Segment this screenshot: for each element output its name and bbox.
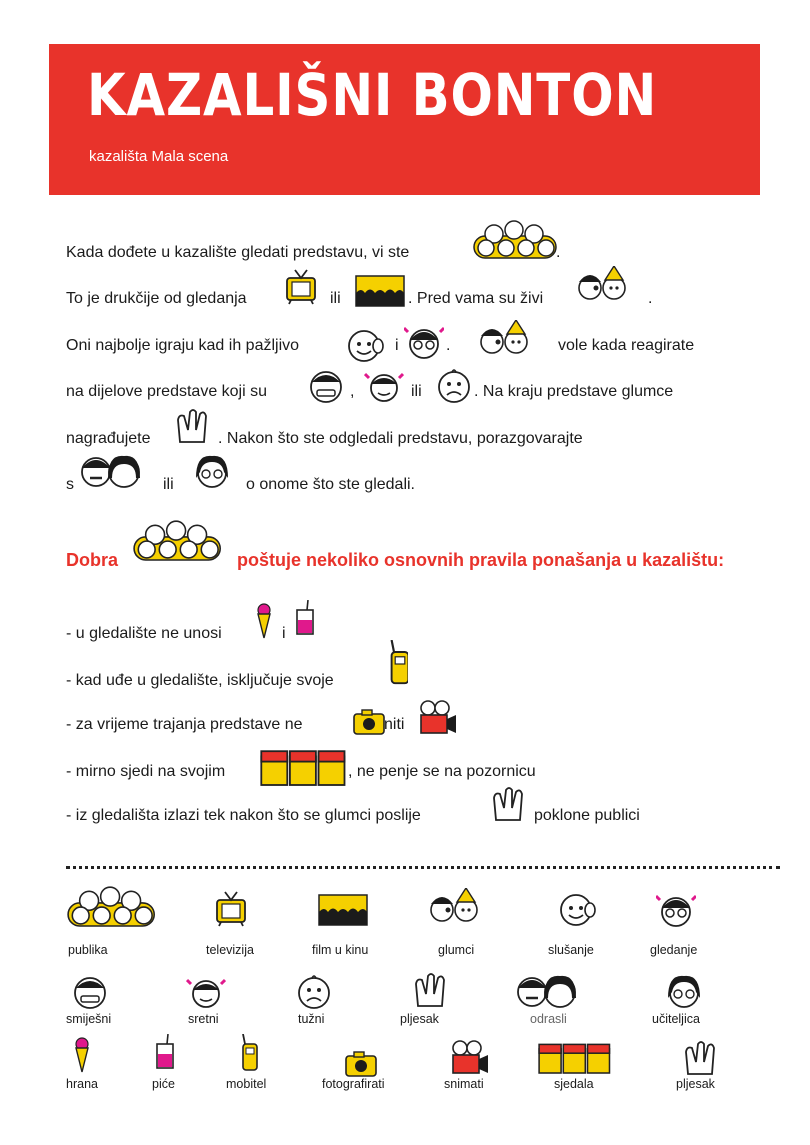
legend-label: hrana: [66, 1077, 98, 1091]
legend-label: pljesak: [400, 1012, 439, 1026]
applause-icon: [490, 784, 526, 824]
text: .: [446, 337, 451, 354]
audience-icon: [66, 884, 158, 930]
video-camera-icon: [418, 700, 458, 736]
camera-icon: [352, 706, 386, 736]
text: ili: [330, 290, 341, 307]
rule-4: - mirno sjedi na svojim: [66, 763, 226, 780]
listening-face-icon: [344, 326, 384, 362]
legend-label: fotografirati: [322, 1077, 385, 1091]
rule-2: - kad uđe u gledalište, isključuje svoje: [66, 672, 334, 689]
applause-icon: [682, 1038, 718, 1078]
legend-label: snimati: [444, 1077, 484, 1091]
ice-cream-icon: [72, 1036, 92, 1076]
mobile-phone-icon: [240, 1034, 260, 1074]
text: . Pred vama su živi: [408, 290, 544, 307]
video-camera-icon: [450, 1040, 490, 1076]
legend-label: gledanje: [650, 943, 698, 957]
text: To je drukčije od gledanja: [66, 290, 247, 307]
text: niti: [384, 716, 405, 733]
text: . Na kraju predstave glumce: [474, 383, 674, 400]
camera-icon: [344, 1048, 378, 1078]
rule-3: - za vrijeme trajanja predstave ne: [66, 716, 303, 733]
text: vole kada reagirate: [558, 337, 695, 354]
header-banner: [49, 44, 760, 195]
text: nagrađujete: [66, 430, 151, 447]
watching-face-icon: [656, 890, 696, 928]
watching-face-icon: [404, 322, 444, 360]
text: Oni najbolje igraju kad ih pažljivo: [66, 337, 300, 354]
teacher-icon: [192, 452, 232, 490]
text: .: [648, 290, 653, 307]
drink-icon: [154, 1034, 176, 1074]
adults-icon: [516, 972, 580, 1010]
legend-label: televizija: [206, 943, 254, 957]
text: ,: [350, 383, 355, 400]
cinema-icon: [318, 894, 368, 926]
rules-heading-part-1: Dobra: [66, 550, 119, 570]
legend-label: tužni: [298, 1012, 325, 1026]
text: poklone publici: [534, 807, 640, 824]
teacher-icon: [664, 972, 704, 1010]
seats-icon: [260, 746, 348, 786]
sad-face-icon: [294, 972, 334, 1010]
cinema-icon: [355, 275, 405, 307]
text: s: [66, 476, 74, 493]
page-title: KAZALIŠNI BONTON: [87, 61, 658, 129]
applause-icon: [412, 970, 448, 1010]
text: o onome što ste gledali.: [246, 476, 415, 493]
legend-label: glumci: [438, 943, 475, 957]
legend-label: slušanje: [548, 943, 594, 957]
actors-icon: [576, 266, 628, 302]
sad-face-icon: [434, 366, 474, 404]
legend-label: publika: [68, 943, 108, 957]
funny-face-icon: [70, 972, 110, 1010]
rule-5: - iz gledališta izlazi tek nakon što se glumci poslije: [66, 807, 421, 824]
legend-label: piće: [152, 1077, 175, 1091]
legend-label: odrasli: [530, 1012, 567, 1026]
text: i: [395, 337, 399, 354]
drink-icon: [294, 600, 316, 640]
tv-icon: [284, 268, 318, 306]
happy-face-icon: [186, 972, 226, 1010]
dotted-divider: [66, 866, 780, 869]
text: ili: [163, 476, 174, 493]
actors-icon: [478, 320, 530, 356]
legend-label: pljesak: [676, 1077, 715, 1091]
ice-cream-icon: [254, 602, 274, 642]
seats-icon: [538, 1040, 614, 1076]
legend-label: smiješni: [66, 1012, 112, 1026]
legend-label: sretni: [188, 1012, 219, 1026]
legend-label: mobitel: [226, 1077, 267, 1091]
legend-label: učiteljica: [652, 1012, 700, 1026]
text: i: [282, 625, 286, 642]
mobile-phone-icon: [388, 640, 408, 688]
funny-face-icon: [306, 366, 346, 404]
text: .: [556, 244, 561, 261]
audience-icon: [132, 518, 222, 564]
rules-heading-part-2: poštuje nekoliko osnovnih pravila ponašanja u kazalištu:: [237, 550, 725, 570]
tv-icon: [214, 890, 248, 928]
text: Kada dođete u kazalište gledati predstavu, vi ste: [66, 244, 410, 261]
text: ili: [411, 383, 422, 400]
audience-icon: [472, 218, 561, 261]
text: . Nakon što ste odgledali predstavu, porazgovarajte: [218, 430, 583, 447]
legend-label: film u kinu: [312, 943, 369, 957]
text: na dijelove predstave koji su: [66, 383, 268, 400]
applause-icon: [174, 406, 210, 446]
legend-label: sjedala: [554, 1077, 594, 1091]
actors-icon: [428, 888, 480, 924]
text: , ne penje se na pozornicu: [348, 763, 536, 780]
happy-face-icon: [364, 366, 404, 404]
rule-1: - u gledalište ne unosi: [66, 625, 222, 642]
page-subtitle: kazališta Mala scena: [89, 148, 229, 165]
listening-face-icon: [556, 890, 600, 928]
intro-line-1: [66, 244, 409, 262]
adults-icon: [80, 452, 160, 490]
